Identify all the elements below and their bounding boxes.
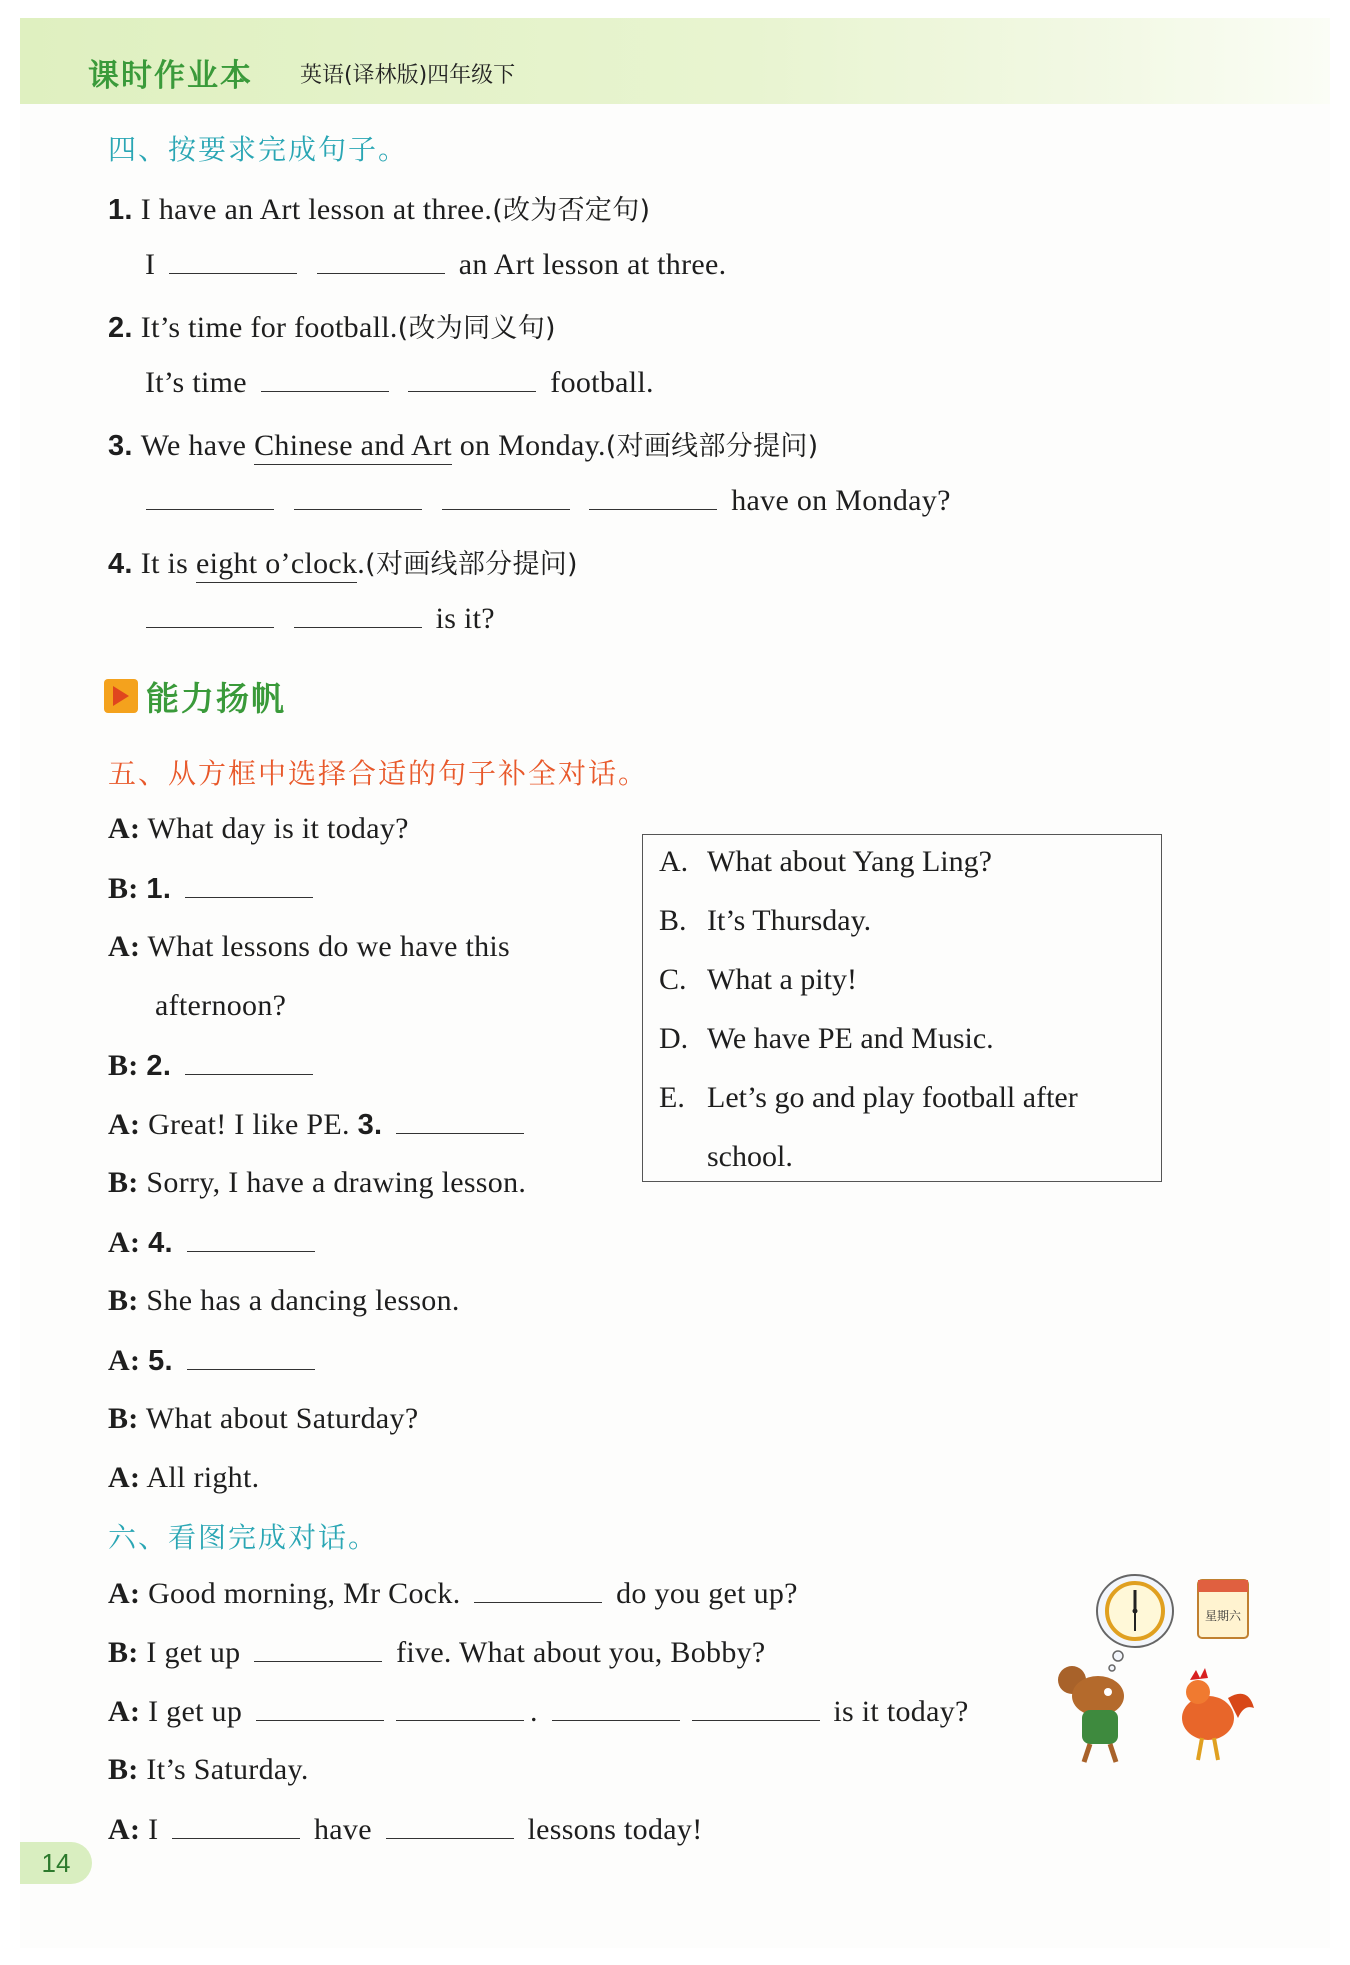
s4-q4: 4. It is eight o’clock.(对画线部分提问) [108, 542, 578, 581]
calendar-icon [1198, 1580, 1248, 1638]
option-e-cont: school. [707, 1140, 793, 1173]
option-d: D. We have PE and Music. [659, 1022, 994, 1055]
s5-line: B: 2. [108, 1048, 319, 1083]
s5-line: B: 1. [108, 871, 319, 906]
page-number: 14 [20, 1842, 92, 1884]
s5-line: B: What about Saturday? [108, 1402, 419, 1435]
answer-blank[interactable] [294, 601, 422, 628]
s4-q3: 3. We have Chinese and Art on Monday.(对画线部分提问) [108, 424, 819, 463]
answer-blank[interactable] [317, 247, 445, 274]
answer-blank[interactable] [146, 601, 274, 628]
s5-line: A: What lessons do we have this [108, 930, 511, 963]
clock-icon [1107, 1583, 1163, 1639]
ability-banner: 能力扬帆 [104, 674, 286, 718]
s4-q1: 1. I have an Art lesson at three.(改为否定句) [108, 193, 651, 226]
s5-line: B: Sorry, I have a drawing lesson. [108, 1166, 527, 1199]
s5-line: A: All right. [108, 1461, 260, 1494]
answer-blank[interactable] [396, 1694, 524, 1721]
s6-line: B: It’s Saturday. [108, 1753, 309, 1786]
s6-line: A: I get up . is it today? [108, 1695, 969, 1728]
option-c: C. What a pity! [659, 963, 857, 996]
answer-blank[interactable] [185, 871, 313, 898]
mouse-icon [1058, 1666, 1124, 1762]
option-a: A. What about Yang Ling? [659, 845, 992, 878]
answer-blank[interactable] [254, 1635, 382, 1662]
answer-blank[interactable] [408, 365, 536, 392]
page-header [20, 18, 1330, 104]
rooster-icon [1182, 1668, 1254, 1760]
flag-icon [104, 679, 138, 713]
answer-blank[interactable] [261, 365, 389, 392]
answer-blank[interactable] [146, 483, 274, 510]
s4-a2: It’s time football. [145, 366, 654, 399]
option-b: B. It’s Thursday. [659, 904, 872, 937]
answer-blank[interactable] [589, 483, 717, 510]
brand-title: 课时作业本 [88, 58, 253, 94]
s5-line: afternoon? [155, 989, 287, 1022]
illustration [1040, 1568, 1260, 1768]
subject-label: 英语(译林版)四年级下 [300, 63, 516, 88]
answer-blank[interactable] [474, 1576, 602, 1603]
answer-blank[interactable] [386, 1812, 514, 1839]
answer-blank[interactable] [256, 1694, 384, 1721]
answer-blank[interactable] [692, 1694, 820, 1721]
options-box [642, 834, 1162, 1182]
option-e: E. Let’s go and play football after [659, 1081, 1078, 1114]
s5-line: B: She has a dancing lesson. [108, 1284, 460, 1317]
answer-blank[interactable] [396, 1107, 524, 1134]
s4-a3: have on Monday? [140, 483, 951, 518]
answer-blank[interactable] [187, 1343, 315, 1370]
s4-a4: is it? [140, 601, 495, 636]
answer-blank[interactable] [172, 1812, 300, 1839]
s5-line: A: 4. [108, 1225, 321, 1260]
calendar-label: 星期六 [1204, 1609, 1242, 1623]
s5-line: A: 5. [108, 1343, 321, 1378]
answer-blank[interactable] [442, 483, 570, 510]
s4-a1: I an Art lesson at three. [145, 248, 727, 281]
s4-q2: 2. It’s time for football.(改为同义句) [108, 311, 556, 344]
section-4-title: 四、按要求完成句子。 [108, 133, 409, 166]
s5-line: A: Great! I like PE. 3. [108, 1107, 530, 1142]
s6-line: A: I have lessons today! [108, 1813, 703, 1846]
section-5-title: 五、从方框中选择合适的句子补全对话。 [108, 757, 649, 790]
answer-blank[interactable] [294, 483, 422, 510]
s5-line: A: What day is it today? [108, 812, 409, 845]
s6-line: A: Good morning, Mr Cock. do you get up? [108, 1577, 798, 1610]
answer-blank[interactable] [185, 1048, 313, 1075]
answer-blank[interactable] [552, 1694, 680, 1721]
section-6-title: 六、看图完成对话。 [108, 1521, 379, 1554]
s6-line: B: I get up five. What about you, Bobby? [108, 1636, 766, 1669]
answer-blank[interactable] [169, 247, 297, 274]
answer-blank[interactable] [187, 1225, 315, 1252]
